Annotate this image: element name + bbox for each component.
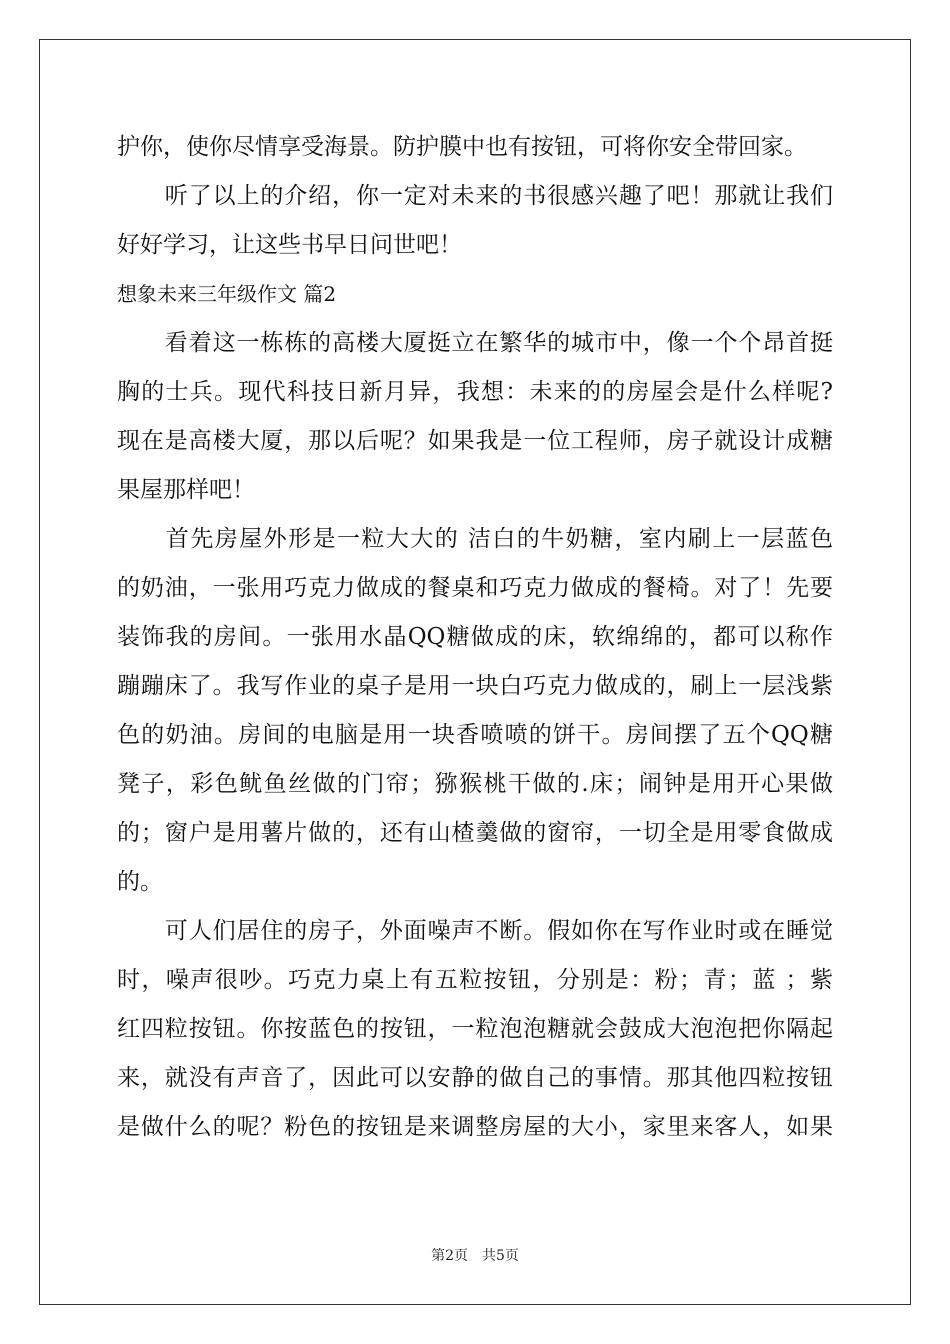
text-line: 现在是高楼大厦，那以后呢？如果我是一位工程师，房子就设计成糖 <box>117 428 833 454</box>
text-line: 首先房屋外形是一粒大大的 洁白的牛奶糖，室内刷上一层蓝色 <box>117 526 833 552</box>
text-line: 色的奶油。房间的电脑是用一块香喷喷的饼干。房间摆了五个QQ糖 <box>117 722 833 748</box>
text-line: 红四粒按钮。你按蓝色的按钮，一粒泡泡糖就会鼓成大泡泡把你隔起 <box>117 1016 833 1042</box>
page-number: 第2页 共5页 <box>431 1248 519 1264</box>
text-line: 的奶油，一张用巧克力做成的餐桌和巧克力做成的餐椅。对了！先要 <box>117 575 833 601</box>
text-line: 听了以上的介绍，你一定对未来的书很感兴趣了吧！那就让我们 <box>117 183 833 209</box>
text-line: 蹦蹦床了。我写作业的桌子是用一块白巧克力做成的，刷上一层浅紫 <box>117 673 833 699</box>
text-line: 胸的士兵。现代科技日新月异，我想：未来的的房屋会是什么样呢? <box>117 379 833 405</box>
text-line: 时，噪声很吵。巧克力桌上有五粒按钮，分别是：粉；青；蓝 ；紫 <box>117 967 833 993</box>
text-line: 看着这一栋栋的高楼大厦挺立在繁华的城市中，像一个个昂首挺 <box>117 330 833 356</box>
text-line: 是做什么的呢？粉色的按钮是来调整房屋的大小，家里来客人，如果 <box>117 1114 833 1140</box>
text-line: 可人们居住的房子，外面噪声不断。假如你在写作业时或在睡觉 <box>117 918 833 944</box>
text-line: 的；窗户是用薯片做的，还有山楂羹做的窗帘，一切全是用零食做成 <box>117 820 833 846</box>
text-line: 好好学习，让这些书早日问世吧！ <box>117 232 462 258</box>
document-body <box>117 123 833 1152</box>
text-line: 装饰我的房间。一张用水晶QQ糖做成的床，软绵绵的，都可以称作 <box>117 624 833 650</box>
text-line: 来，就没有声音了，因此可以安静的做自己的事情。那其他四粒按钮 <box>117 1065 833 1091</box>
text-line: 果屋那样吧！ <box>117 477 255 503</box>
text-line: 护你，使你尽情享受海景。防护膜中也有按钮，可将你安全带回家。 <box>117 134 807 160</box>
text-line: 凳子，彩色鱿鱼丝做的门帘；猕猴桃干做的.床；闹钟是用开心果做 <box>117 771 833 797</box>
section-heading: 想象未来三年级作文 篇2 <box>117 282 337 306</box>
text-line: 的。 <box>117 869 163 895</box>
